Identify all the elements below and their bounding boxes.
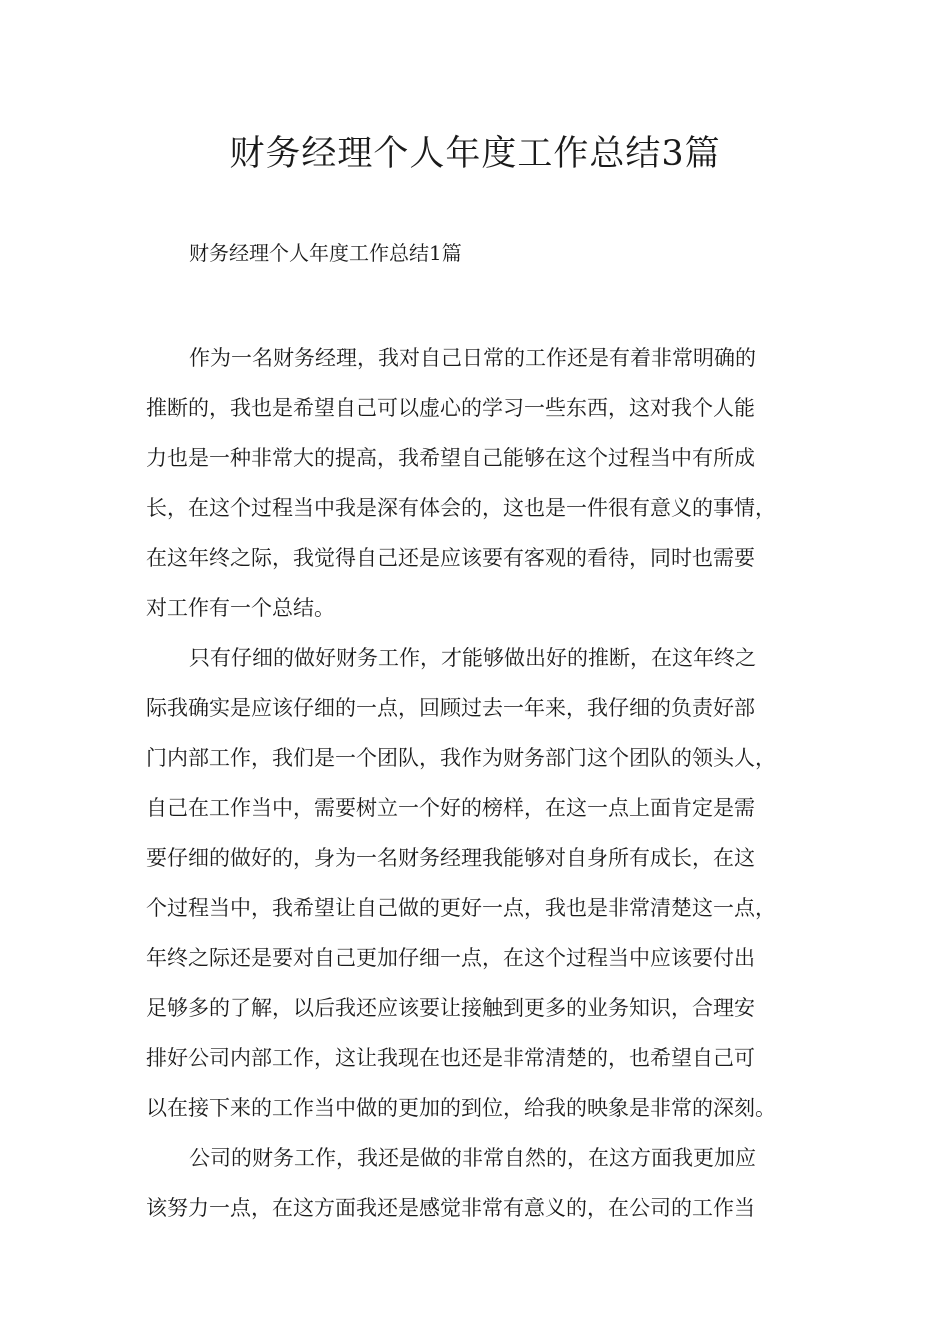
text-line: 年终之际还是要对自己更加仔细一点，在这个过程当中应该要付出 (146, 946, 755, 970)
text-line: 长，在这个过程当中我是深有体会的，这也是一件很有意义的事情， (146, 496, 776, 520)
text-line: 际我确实是应该仔细的一点，回顾过去一年来，我仔细的负责好部 (146, 696, 755, 720)
text-line: 门内部工作，我们是一个团队，我作为财务部门这个团队的领头人， (146, 746, 776, 770)
text-line: 推断的，我也是希望自己可以虚心的学习一些东西，这对我个人能 (146, 396, 755, 420)
text-line: 力也是一种非常大的提高，我希望自己能够在这个过程当中有所成 (146, 446, 755, 470)
text-line: 要仔细的做好的，身为一名财务经理我能够对自身所有成长，在这 (146, 846, 755, 870)
text-line: 只有仔细的做好财务工作，才能够做出好的推断，在这年终之 (189, 646, 756, 670)
text-line: 排好公司内部工作，这让我现在也还是非常清楚的，也希望自己可 (146, 1046, 755, 1070)
document-title: 财务经理个人年度工作总结3篇 (229, 134, 721, 174)
section-subtitle: 财务经理个人年度工作总结1篇 (189, 241, 462, 265)
text-line: 足够多的了解，以后我还应该要让接触到更多的业务知识，合理安 (146, 996, 755, 1020)
text-line: 公司的财务工作，我还是做的非常自然的，在这方面我更加应 (189, 1146, 756, 1170)
text-line: 在这年终之际，我觉得自己还是应该要有客观的看待，同时也需要 (146, 546, 755, 570)
text-line: 该努力一点，在这方面我还是感觉非常有意义的，在公司的工作当 (146, 1196, 755, 1220)
text-line: 作为一名财务经理，我对自己日常的工作还是有着非常明确的 (189, 346, 756, 370)
text-line: 自己在工作当中，需要树立一个好的榜样，在这一点上面肯定是需 (146, 796, 755, 820)
text-line: 以在接下来的工作当中做的更加的到位，给我的映象是非常的深刻。 (146, 1096, 776, 1120)
text-line: 个过程当中，我希望让自己做的更好一点，我也是非常清楚这一点， (146, 896, 776, 920)
document-body (146, 333, 826, 1233)
text-line: 对工作有一个总结。 (146, 596, 335, 620)
